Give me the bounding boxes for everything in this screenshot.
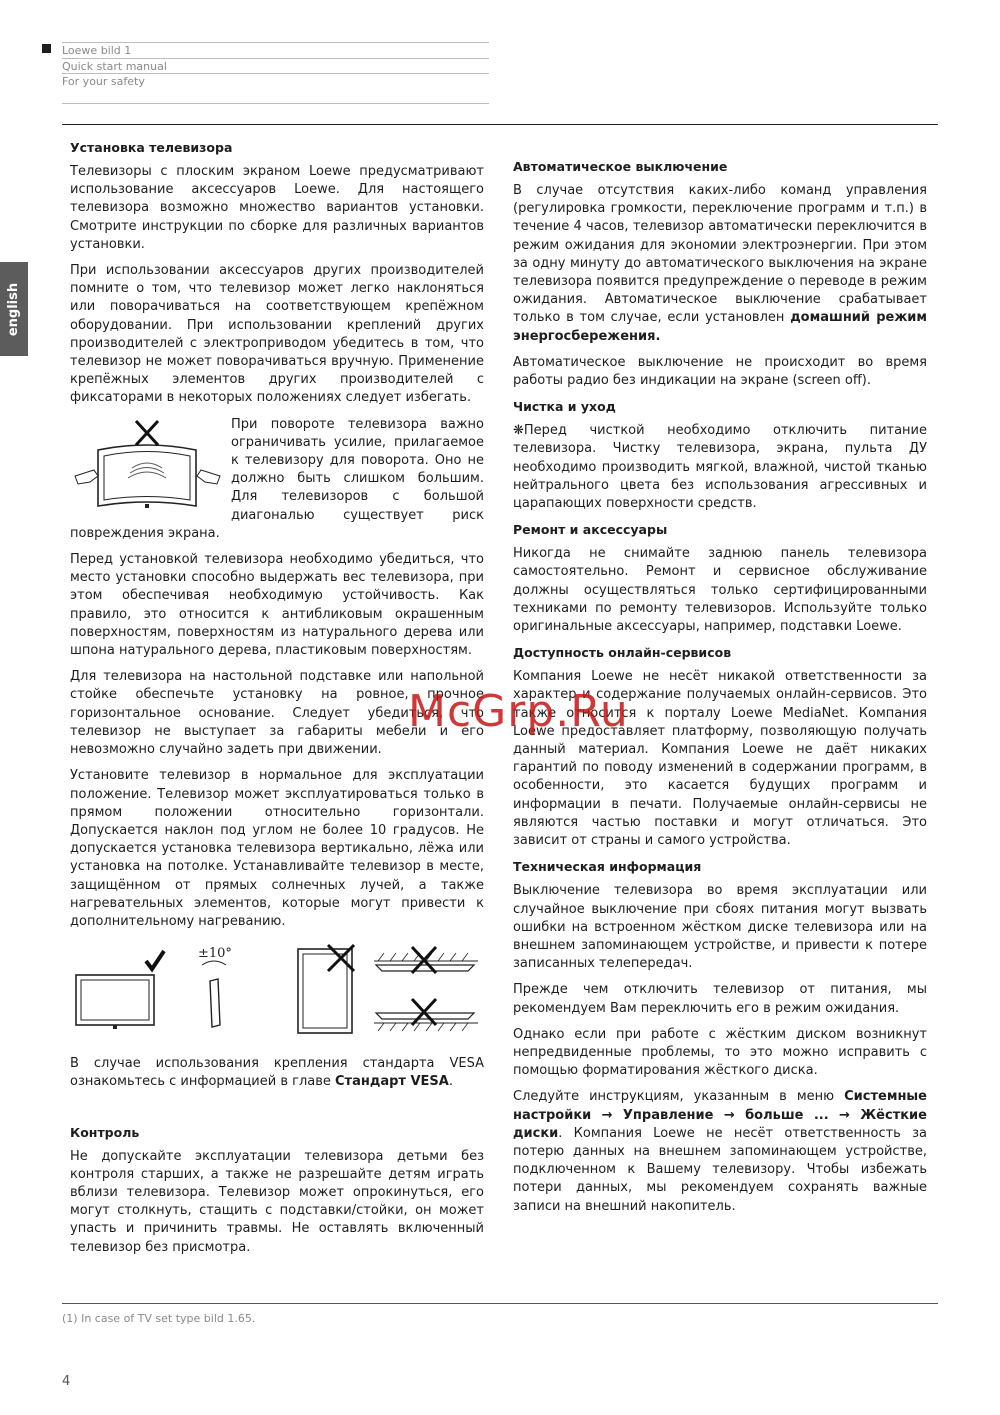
header-rule-bottom	[62, 103, 489, 104]
paragraph	[513, 182, 927, 346]
paragraph: Телевизоры с плоским экраном Loewe предусматривают использование аксессуаров Loewe. Для настоящего телевизора возможно множество вариантов установки. Смотрите инструкции по сборке для различных вариантов установки.	[70, 164, 484, 252]
vesa-chapter-link[interactable]: Стандарт VESA	[335, 1074, 449, 1090]
tv-ceiling-floor-forbidden-figure	[370, 943, 482, 1038]
paragraph: Прежде чем отключить телевизор от питания, мы рекомендуем Вам переключить его в режим ожидания.	[513, 982, 927, 1016]
paragraph: Никогда не снимайте заднюю панель телевизора самостоятельно. Ремонт и сервисное обслуживание должны осуществляться только сертифицированными техниками по ремонту телевизоров. Используйте только оригинальные аксессуары, например, подставки Loewe.	[513, 546, 927, 635]
top-divider	[62, 124, 938, 125]
section-title-cleaning: Чистка и уход	[513, 399, 616, 415]
paragraph: Автоматическое выключение не происходит во время работы радио без индикации на экране (screen off).	[513, 354, 927, 389]
footnote-divider	[62, 1303, 938, 1304]
paragraph-text: Следуйте инструкциям, указанным в меню	[513, 1089, 845, 1105]
menu-path: Системные настройки → Управление → больше ... → Жёсткие диски	[513, 1089, 927, 1141]
header-marker	[42, 44, 51, 53]
paragraph: Однако если при работе с жёстким диском возникнут непредвиденные проблемы, то это можно исправить с помощью форматирования жёсткого диска.	[513, 1026, 927, 1079]
paragraph: Выключение телевизора во время эксплуатации или случайное выключение при сбоях питания могут вызвать ошибки на встроенном жёстком диске телевизора или на внешнем запоминающем устройстве, и привести к потере записанных телепередач.	[513, 883, 927, 972]
footnote: (1) In case of TV set type bild 1.65.	[62, 1312, 256, 1325]
paragraph: Для телевизора на настольной подставке или напольной стойке обеспечьте установку на ровное, прочное горизонтальное основание. Следует убедиться, что телевизор не выступает за габариты мебели и его невозможно случайно задеть при движении.	[70, 669, 484, 758]
paragraph	[70, 416, 484, 543]
language-tab[interactable]	[0, 262, 28, 356]
mounting-figures	[70, 943, 484, 1041]
paragraph: При использовании аксессуаров других производителей помните о том, что телевизор может легко наклоняться или поворачиваться на соответствующем крепёжном оборудовании. При использовании креплений других производителей с электроприводом убедитесь в том, что телевизор не может поворачиваться вручную. Применение крепёжных элементов других производителей с фиксаторами в некоторых положениях следует избегать.	[70, 263, 484, 406]
tv-tilt-figure	[192, 943, 242, 1035]
paragraph-text: В случае использования крепления стандарта VESA ознакомьтесь с информацией в главе	[70, 1056, 484, 1090]
paragraph-vesa	[70, 1055, 484, 1091]
paragraph: Перед установкой телевизора необходимо убедиться, что место установки способно выдержать вес телевизора, при этом обеспечивая необходимую устойчивость. Как правило, это относится к антибликовым окрашенным поверхностям, поверхностям из натурального дерева или шпона натурального дерева, пластиковым поверхностям.	[70, 552, 484, 659]
paragraph-text: . Компания Loewe не несёт ответственность за потерю данных на внешнем запоминающем устройстве, подключенном к Вашему телевизору. Чтобы избежать потери данных, мы рекомендуем сохранять важные записи на внешний накопитель.	[513, 1125, 927, 1214]
section-title-installation: Установка телевизора	[70, 140, 233, 155]
page-number: 4	[62, 1374, 71, 1389]
paragraph: Установите телевизор в нормальное для эксплуатации положение. Телевизор может эксплуатироваться только в прямом положении относительно горизонтали. Допускается наклон под углом не более 10 градусов. Не допускается установка телевизора вертикально, лёжа или установка на потолке. Устанавливайте телевизор в месте, защищённом от прямых солнечных лучей, а также нагревательных элементов, которые могут привести к дополнительному нагреванию.	[70, 768, 484, 929]
paragraph-text: .	[448, 1074, 453, 1090]
section-title-repair: Ремонт и аксессуары	[513, 522, 668, 538]
tv-upright-ok-figure	[74, 947, 169, 1037]
watermark: McGrp.Ru	[408, 686, 629, 737]
paragraph-text: При повороте телевизора важно ограничивать усилие, прилагаемое к телевизору для поворота. Оно не должно быть слишком большим. Для телевизоров с большой диагональю существует риск повреждения экрана.	[70, 416, 484, 541]
header-manual: Quick start manual	[62, 60, 167, 73]
paragraph: ❋Перед чисткой необходимо отключить питание телевизора. Чистку телевизора, экрана, пульта ДУ необходимо производить мягкой, влажной, чистой тканью нейтрального цвета без использования агрессивных и царапающих поверхности средств.	[513, 423, 927, 512]
paragraph: Компания Loewe не несёт никакой ответственности за характер и содержание получаемых онлайн-сервисов. Это также относится к порталу Loewe MediaNet. Компания Loewe предоставляет платформу, позволяющую получать данный материал. Компания Loewe не даёт никаких гарантий по поводу изменений в содержании программ, в особенности, это касается будущих программ и информации в печати. Получаемые онлайн-сервисы не являются частью поставки и могут отличаться. Это зависит от страны и самого устройства.	[513, 669, 927, 849]
language-tab-label: english	[6, 282, 22, 336]
paragraph-text: В случае отсутствия каких-либо команд управления (регулировка громкости, переключение программ и т.п.) в течение 4 часов, телевизор автоматически переключится в режим ожидания для экономии электроэнергии. При этом за одну минуту до автоматического выключения на экране телевизора появится предупреждение о переводе в режим ожидания. Автоматическое выключение срабатывает только в том случае, если установлен	[513, 183, 927, 326]
tilt-angle-label: ±10°	[198, 946, 232, 962]
section-title-auto-off: Автоматическое выключение	[513, 159, 728, 174]
paragraph: Не допускайте эксплуатации телевизора детьми без контроля старших, а также не разрешайте детям играть вблизи телевизора. Телевизор может опрокинуться, его могут столкнуть, стащить с подставки/стойки, он может упасть и причинить травмы. Не оставлять включенный телевизор без присмотра.	[70, 1148, 484, 1255]
tv-rotation-warning-figure	[70, 418, 225, 510]
tv-vertical-forbidden-figure	[292, 943, 362, 1038]
section-title-supervision: Контроль	[70, 1124, 140, 1140]
section-title-online-services: Доступность онлайн-сервисов	[513, 645, 732, 661]
paragraph	[513, 1088, 927, 1215]
header-product: Loewe bild 1	[62, 44, 132, 57]
header-section: For your safety	[62, 75, 145, 88]
section-title-technical-info: Техническая информация	[513, 859, 702, 875]
bold-term: домашний режим энергосбережения.	[513, 310, 928, 344]
